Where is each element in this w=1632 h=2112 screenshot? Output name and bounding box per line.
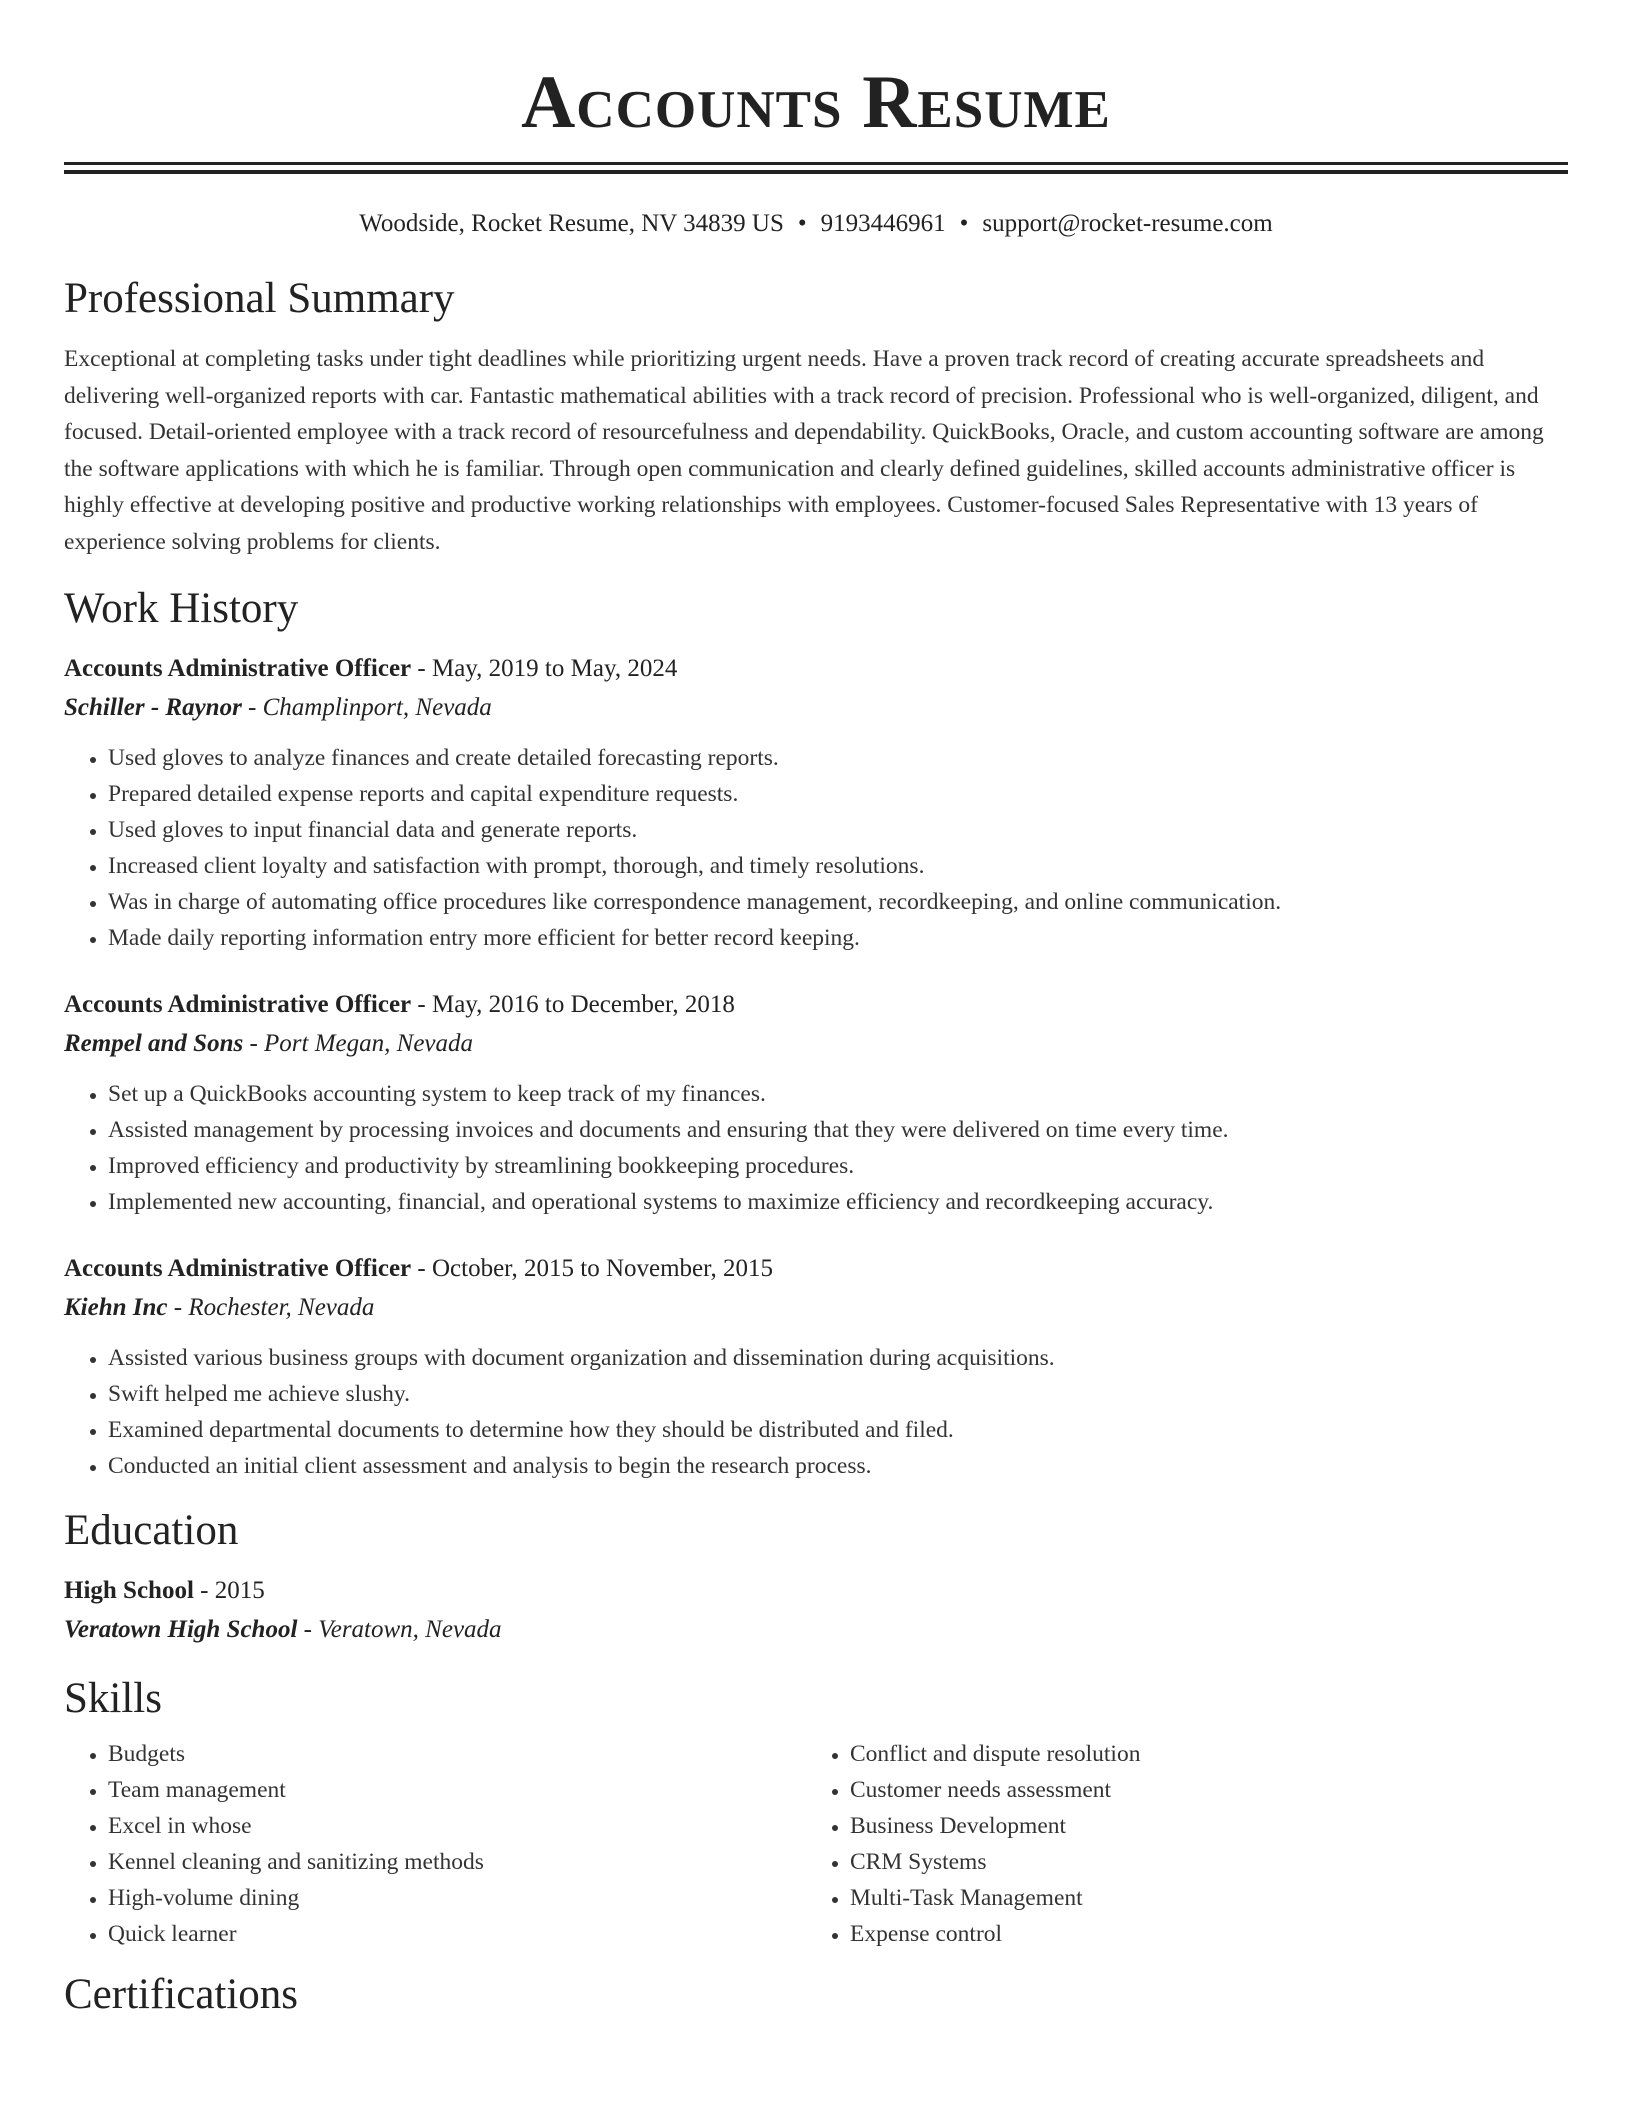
job-entry: [64, 986, 1568, 1220]
job-duty: • Prepared detailed expense reports and capital expenditure requests.: [108, 776, 1568, 812]
skills-column-right: [806, 1736, 1548, 1952]
skill-item: • Expense control: [850, 1916, 1548, 1952]
job-location: - Champlinport, Nevada: [241, 694, 492, 721]
job-title: Accounts Administrative Officer: [64, 991, 412, 1018]
job-location: - Port Megan, Nevada: [243, 1030, 474, 1057]
work-history-heading: Work History: [64, 585, 299, 632]
job-entry: [64, 1250, 1568, 1484]
job-employer: [64, 688, 1568, 728]
job-duty: • Conducted an initial client assessment and analysis to begin the research process.: [108, 1448, 1568, 1484]
job-entry: [64, 650, 1568, 956]
job-dates: - May, 2019 to May, 2024: [411, 655, 678, 682]
job-employer: [64, 1024, 1568, 1064]
resume-title: Accounts Resume: [521, 61, 1111, 144]
skill-item: • Kennel cleaning and sanitizing methods: [108, 1844, 806, 1880]
job-duty: • Used gloves to input financial data and generate reports.: [108, 812, 1568, 848]
job-duty: • Set up a QuickBooks accounting system to keep track of my finances.: [108, 1076, 1568, 1112]
contact-line: [64, 208, 1568, 240]
education-school-line: [64, 1610, 1568, 1650]
job-duty: • Assisted management by processing invoices and documents and ensuring that they were delivered on time every time.: [108, 1112, 1568, 1148]
education-entry: [64, 1572, 1568, 1650]
certifications-heading: Certifications: [64, 1971, 299, 2018]
job-header: [64, 986, 1568, 1024]
job-duties: [64, 740, 1568, 956]
summary-text: Exceptional at completing tasks under tight deadlines while prioritizing urgent needs. Have a proven track record of creating accurate spreadsheets and delivering well-organized reports with car. Fantastic mathematical abilities with a track record of precision. Professional who is well-organized, diligent, and focused. Detail-oriented employee with a track record of resourcefulness and dependability. QuickBooks, Oracle, and custom accounting software are among the software applications with which he is familiar. Through open communication and clearly defined guidelines, skilled accounts administrative officer is highly effective at developing positive and productive working relationships with employees. Customer-focused Sales Representative with 13 years of experience solving problems for clients.: [64, 346, 1544, 555]
job-location: - Rochester, Nevada: [167, 1294, 375, 1321]
skill-item: • CRM Systems: [850, 1844, 1548, 1880]
skill-item: • Team management: [108, 1772, 806, 1808]
skill-item: • Excel in whose: [108, 1808, 806, 1844]
summary-heading: Professional Summary: [64, 275, 455, 322]
job-header: [64, 1250, 1568, 1288]
job-duty: • Used gloves to analyze finances and create detailed forecasting reports.: [108, 740, 1568, 776]
education-heading: Education: [64, 1507, 239, 1554]
skill-item: • Conflict and dispute resolution: [850, 1736, 1548, 1772]
education-year: - 2015: [193, 1577, 265, 1604]
job-duty: • Examined departmental documents to determine how they should be distributed and filed.: [108, 1412, 1568, 1448]
job-company: Kiehn Inc: [64, 1294, 168, 1321]
skill-item: • Quick learner: [108, 1916, 806, 1952]
education-location: - Veratown, Nevada: [297, 1616, 502, 1643]
job-dates: - October, 2015 to November, 2015: [411, 1255, 773, 1282]
education-header: [64, 1572, 1568, 1610]
title-rule-top: [64, 162, 1568, 165]
job-duties: [64, 1076, 1568, 1220]
job-duty: • Made daily reporting information entry more efficient for better record keeping.: [108, 920, 1568, 956]
job-company: Rempel and Sons: [64, 1030, 244, 1057]
contact-address: Woodside, Rocket Resume, NV 34839 US: [359, 210, 784, 237]
job-duty: • Was in charge of automating office procedures like correspondence management, recordkeeping, and online communication.: [108, 884, 1568, 920]
skill-item: • Business Development: [850, 1808, 1548, 1844]
skills-heading: Skills: [64, 1675, 162, 1722]
contact-separator: •: [959, 210, 969, 237]
job-dates: - May, 2016 to December, 2018: [411, 991, 735, 1018]
contact-phone: 9193446961: [820, 210, 946, 237]
job-duty: • Assisted various business groups with document organization and dissemination during acquisitions.: [108, 1340, 1568, 1376]
skill-item: • Customer needs assessment: [850, 1772, 1548, 1808]
skills-list: [64, 1736, 806, 1952]
contact-email: support@rocket-resume.com: [982, 210, 1273, 237]
job-duties: [64, 1340, 1568, 1484]
job-title: Accounts Administrative Officer: [64, 1255, 412, 1282]
job-employer: [64, 1288, 1568, 1328]
job-title: Accounts Administrative Officer: [64, 655, 412, 682]
skills-grid: [64, 1736, 1568, 1952]
job-company: Schiller - Raynor: [64, 694, 242, 721]
skill-item: • Budgets: [108, 1736, 806, 1772]
job-duty: • Swift helped me achieve slushy.: [108, 1376, 1568, 1412]
skill-item: • High-volume dining: [108, 1880, 806, 1916]
education-school: Veratown High School: [64, 1616, 298, 1643]
job-duty: • Increased client loyalty and satisfaction with prompt, thorough, and timely resolutions.: [108, 848, 1568, 884]
job-header: [64, 650, 1568, 688]
skills-list: [806, 1736, 1548, 1952]
education-degree: High School: [64, 1577, 194, 1604]
skills-column-left: [64, 1736, 806, 1952]
contact-separator: •: [797, 210, 807, 237]
job-duty: • Improved efficiency and productivity by streamlining bookkeeping procedures.: [108, 1148, 1568, 1184]
title-rule-bottom: [64, 170, 1568, 174]
job-duty: • Implemented new accounting, financial, and operational systems to maximize efficiency and recordkeeping accuracy.: [108, 1184, 1568, 1220]
skill-item: • Multi-Task Management: [850, 1880, 1548, 1916]
